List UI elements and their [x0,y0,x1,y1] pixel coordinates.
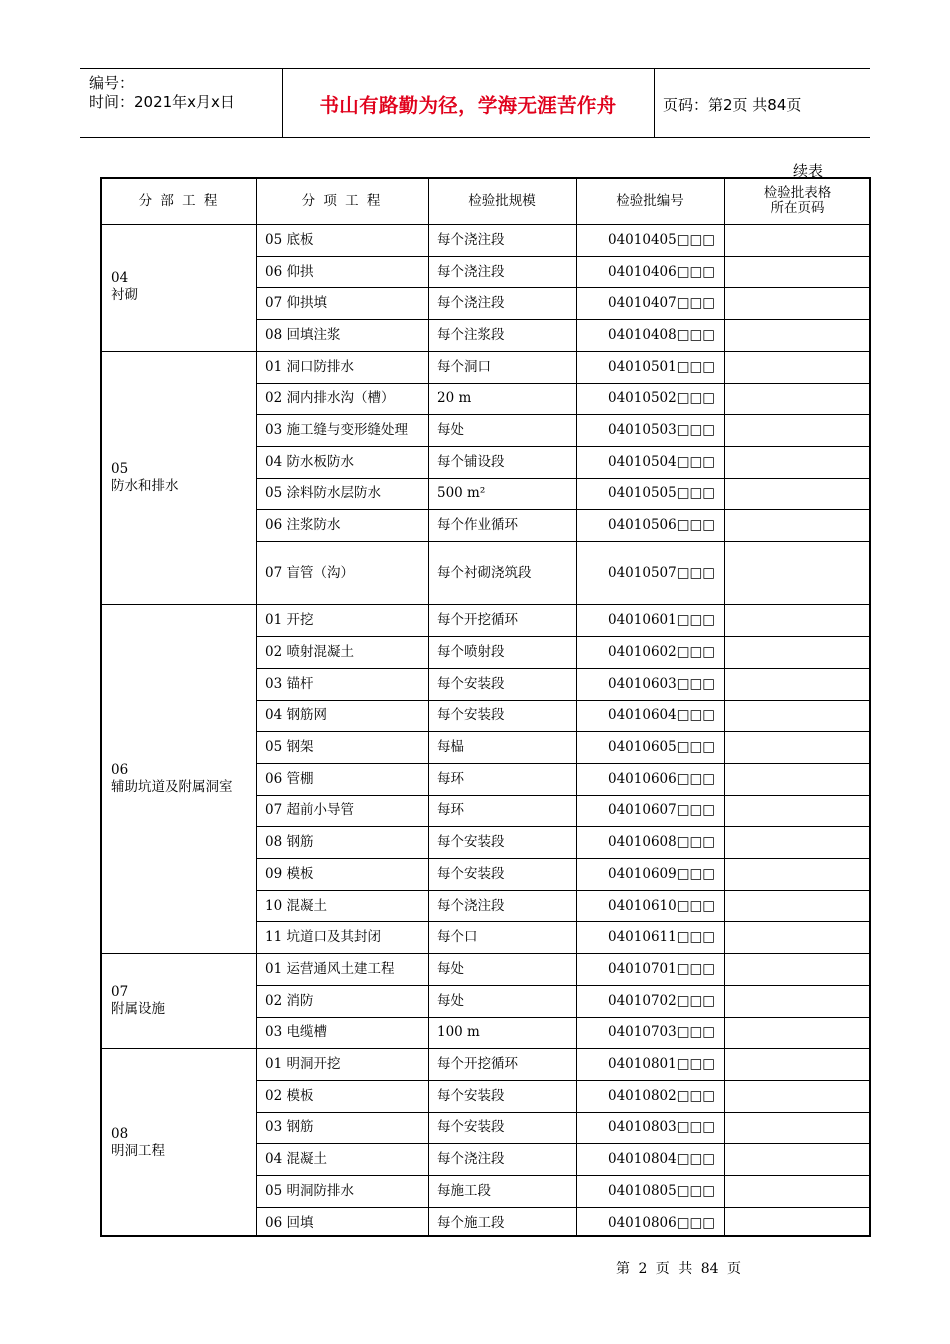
group-name: 明洞工程 [111,1143,165,1160]
row-divider [256,731,869,732]
code-cell: 04010610□□□ [608,897,715,914]
column-header-line: 分 部 工 程 [138,193,220,209]
scale-cell: 每个施工段 [437,1214,505,1231]
column-header [576,194,724,209]
item-cell: 11 坑道口及其封闭 [265,929,381,946]
row-divider [256,795,869,796]
scale-cell: 每个铺设段 [437,453,505,470]
column-header [724,186,871,216]
column-header-line: 检验批规模 [468,193,536,209]
code-cell: 04010701□□□ [608,960,715,977]
item-cell: 01 洞口防排水 [265,358,354,375]
row-divider [256,858,869,859]
code-cell: 04010806□□□ [608,1214,715,1231]
group-code: 05 [111,460,129,477]
column-header-line: 检验批表格 [763,185,832,201]
row-divider [256,668,869,669]
group-code: 04 [111,270,129,287]
code-cell: 04010501□□□ [608,358,715,375]
code-cell: 04010606□□□ [608,770,715,787]
scale-cell: 每个开挖循环 [437,612,518,629]
row-divider [256,1175,869,1176]
code-cell: 04010703□□□ [608,1024,715,1041]
item-cell: 08 回填注浆 [265,326,341,343]
item-cell: 03 施工缝与变形缝处理 [265,422,408,439]
item-cell: 05 明洞防排水 [265,1182,354,1199]
item-cell: 02 消防 [265,992,314,1009]
column-divider [576,179,577,1235]
code-cell: 04010611□□□ [608,929,715,946]
item-cell: 07 仰拱填 [265,295,327,312]
code-cell: 04010702□□□ [608,992,715,1009]
scale-cell: 每处 [437,992,464,1009]
code-cell: 04010803□□□ [608,1119,715,1136]
page-header [80,68,870,138]
header-motto-cell [282,69,655,137]
code-cell: 04010601□□□ [608,612,715,629]
code-cell: 04010505□□□ [608,485,715,502]
scale-cell: 每环 [437,770,464,787]
column-header [256,194,428,209]
code-cell: 04010605□□□ [608,739,715,756]
header-page-cell [655,69,870,137]
code-cell: 04010502□□□ [608,390,715,407]
column-header-line: 检验批编号 [616,193,684,209]
header-divider [102,224,869,225]
item-cell: 05 涂料防水层防水 [265,485,381,502]
row-divider [256,763,869,764]
scale-cell: 每榀 [437,739,464,756]
column-header-line: 分 项 工 程 [301,193,383,209]
item-cell: 05 底板 [265,231,314,248]
scale-cell: 每个口 [437,929,478,946]
row-divider [256,383,869,384]
item-cell: 01 开挖 [265,612,314,629]
row-divider [256,414,869,415]
scale-cell: 每个浇注段 [437,295,505,312]
code-cell: 04010802□□□ [608,1087,715,1104]
row-divider [256,700,869,701]
group-divider [102,351,869,352]
scale-cell: 500 m² [437,485,486,502]
item-cell: 06 仰拱 [265,263,314,280]
scale-cell: 每个安装段 [437,865,505,882]
row-divider [256,509,869,510]
header-page-info: 页码：第2页 共84页 [663,96,802,114]
row-divider [256,1112,869,1113]
item-cell: 06 回填 [265,1214,314,1231]
continued-label: 续表 [793,162,824,180]
scale-cell: 每个喷射段 [437,643,505,660]
row-divider [256,890,869,891]
document-time-label: 时间：2021年x月x日 [89,93,235,111]
item-cell: 06 注浆防水 [265,517,341,534]
group-code: 07 [111,983,129,1000]
code-cell: 04010507□□□ [608,564,715,581]
row-divider [256,478,869,479]
row-divider [256,1143,869,1144]
item-cell: 05 钢架 [265,739,314,756]
group-divider [102,953,869,954]
group-name: 防水和排水 [111,477,179,494]
code-cell: 04010609□□□ [608,865,715,882]
row-divider [256,1080,869,1081]
row-divider [256,541,869,542]
scale-cell: 每个安装段 [437,1087,505,1104]
row-divider [256,636,869,637]
code-cell: 04010607□□□ [608,802,715,819]
item-cell: 02 喷射混凝土 [265,643,354,660]
scale-cell: 100 m [437,1024,480,1041]
column-header-line: 所在页码 [770,200,825,216]
code-cell: 04010801□□□ [608,1056,715,1073]
code-cell: 04010604□□□ [608,707,715,724]
code-cell: 04010602□□□ [608,643,715,660]
scale-cell: 每个安装段 [437,707,505,724]
scale-cell: 每个浇注段 [437,1151,505,1168]
inspection-lot-table [100,177,871,1237]
item-cell: 03 锚杆 [265,675,314,692]
header-meta-cell [80,69,283,137]
code-cell: 04010504□□□ [608,453,715,470]
item-cell: 07 盲管（沟） [265,564,354,581]
scale-cell: 每个浇注段 [437,897,505,914]
group-name: 附属设施 [111,1000,165,1017]
code-cell: 04010603□□□ [608,675,715,692]
item-cell: 04 混凝土 [265,1151,327,1168]
scale-cell: 每处 [437,422,464,439]
row-divider [256,287,869,288]
code-cell: 04010405□□□ [608,231,715,248]
row-divider [256,1207,869,1208]
item-cell: 02 模板 [265,1087,314,1104]
item-cell: 03 电缆槽 [265,1024,327,1041]
item-cell: 06 管棚 [265,770,314,787]
item-cell: 03 钢筋 [265,1119,314,1136]
row-divider [256,446,869,447]
code-cell: 04010408□□□ [608,326,715,343]
item-cell: 04 钢筋网 [265,707,327,724]
group-name: 辅助坑道及附属洞室 [111,778,233,795]
scale-cell: 每个浇注段 [437,231,505,248]
scale-cell: 每个开挖循环 [437,1056,518,1073]
header-motto: 书山有路勤为径，学海无涯苦作舟 [319,94,617,117]
code-cell: 04010407□□□ [608,295,715,312]
scale-cell: 每个安装段 [437,1119,505,1136]
item-cell: 07 超前小导管 [265,802,354,819]
column-header [102,194,256,209]
group-divider [102,604,869,605]
group-name: 衬砌 [111,287,138,304]
group-code: 06 [111,761,129,778]
scale-cell: 每个洞口 [437,358,491,375]
row-divider [256,319,869,320]
code-cell: 04010503□□□ [608,422,715,439]
scale-cell: 每个衬砌浇筑段 [437,564,532,581]
row-divider [256,826,869,827]
group-code: 08 [111,1126,129,1143]
code-cell: 04010804□□□ [608,1151,715,1168]
item-cell: 04 防水板防水 [265,453,354,470]
row-divider [256,256,869,257]
code-cell: 04010406□□□ [608,263,715,280]
column-divider [256,179,257,1235]
column-divider [724,179,725,1235]
scale-cell: 每个浇注段 [437,263,505,280]
scale-cell: 每处 [437,960,464,977]
row-divider [256,1017,869,1018]
scale-cell: 每环 [437,802,464,819]
scale-cell: 每个安装段 [437,675,505,692]
row-divider [256,985,869,986]
group-divider [102,1048,869,1049]
item-cell: 01 运营通风土建工程 [265,960,395,977]
code-cell: 04010608□□□ [608,834,715,851]
scale-cell: 每施工段 [437,1182,491,1199]
scale-cell: 每个注浆段 [437,326,505,343]
item-cell: 02 洞内排水沟（槽） [265,390,395,407]
item-cell: 09 模板 [265,865,314,882]
scale-cell: 每个安装段 [437,834,505,851]
item-cell: 08 钢筋 [265,834,314,851]
row-divider [256,921,869,922]
document-number-label: 编号： [89,74,135,92]
item-cell: 10 混凝土 [265,897,327,914]
code-cell: 04010506□□□ [608,517,715,534]
page-footer: 第 2 页 共 84 页 [616,1261,741,1277]
column-divider [428,179,429,1235]
code-cell: 04010805□□□ [608,1182,715,1199]
scale-cell: 20 m [437,390,472,407]
item-cell: 01 明洞开挖 [265,1056,341,1073]
column-header [428,194,576,209]
scale-cell: 每个作业循环 [437,517,518,534]
